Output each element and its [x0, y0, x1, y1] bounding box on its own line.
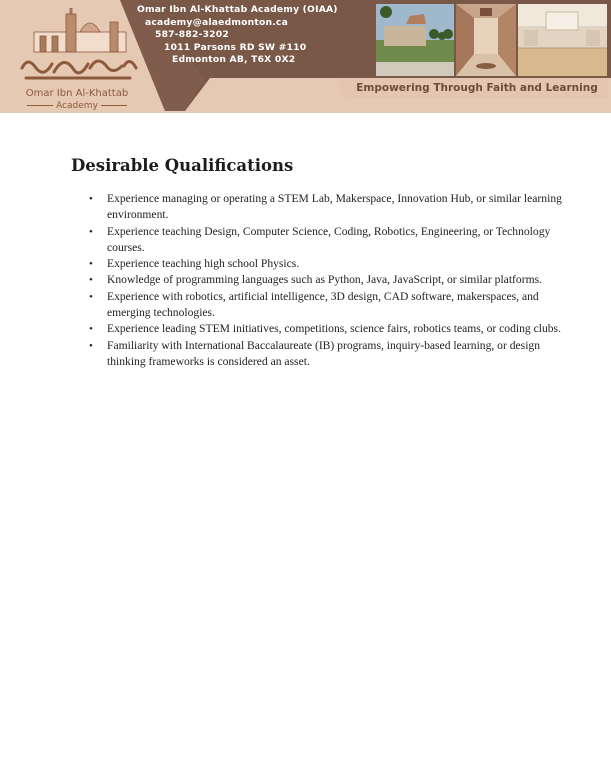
street-address: 1011 Parsons RD SW #110 [164, 41, 307, 53]
logo-name: Omar Ibn Al-Khattab [25, 88, 129, 99]
bullet-icon: • [89, 290, 93, 303]
academy-logo [6, 8, 148, 110]
letterhead-banner [0, 0, 611, 113]
list-item [71, 338, 571, 371]
divider [27, 105, 53, 106]
campus-hallway-photo [456, 4, 516, 76]
list-item [71, 191, 571, 224]
tagline: Empowering Through Faith and Learning [356, 82, 598, 94]
school-name: Omar Ibn Al-Khattab Academy (OIAA) [137, 4, 338, 15]
list-item-text: Experience with robotics, artificial intelligence, 3D design, CAD software, makerspaces, and emerging technologies. [107, 289, 539, 320]
bullet-icon: • [89, 274, 93, 287]
list-item-text: Experience teaching Design, Computer Science, Coding, Robotics, Engineering, or Technology courses. [107, 224, 551, 254]
bullet-icon: • [89, 225, 93, 238]
bullet-icon: • [89, 193, 93, 205]
list-item-text: Experience teaching high school Physics. [107, 257, 300, 271]
list-item [71, 224, 571, 257]
mosque-emblem-icon [6, 8, 148, 88]
section-title: Desirable Qualifications [71, 156, 294, 175]
list-item [71, 321, 571, 337]
bullet-icon: • [89, 339, 93, 352]
contact-info [135, 4, 338, 67]
logo-subtitle-text: Academy [56, 101, 98, 111]
city-address: Edmonton AB, T6X 0X2 [172, 54, 296, 66]
list-item-text: Experience managing or operating a STEM Lab, Makerspace, Innovation Hub, or similar learning environment. [107, 192, 562, 222]
email-address: academy@alaedmonton.ca [145, 16, 288, 28]
campus-exterior-photo [376, 4, 454, 76]
qualifications-section [71, 156, 571, 370]
list-item [71, 289, 571, 322]
bullet-icon: • [89, 323, 93, 336]
list-item-text: Experience leading STEM initiatives, competitions, science fairs, robotics teams, or coding clubs. [107, 322, 561, 336]
campus-gym-photo [518, 4, 607, 76]
divider [101, 105, 127, 106]
list-item [71, 256, 571, 272]
list-item-text: Familiarity with International Baccalaureate (IB) programs, inquiry-based learning, or design thinking frameworks is considered an asset. [107, 338, 541, 368]
logo-subtitle [6, 101, 148, 111]
bullet-icon: • [89, 258, 93, 271]
list-item [71, 272, 571, 288]
list-item-text: Knowledge of programming languages such as Python, Java, JavaScript, or similar platforms. [107, 273, 542, 287]
phone-number: 587-882-3202 [155, 29, 229, 41]
qualifications-list [71, 191, 571, 370]
